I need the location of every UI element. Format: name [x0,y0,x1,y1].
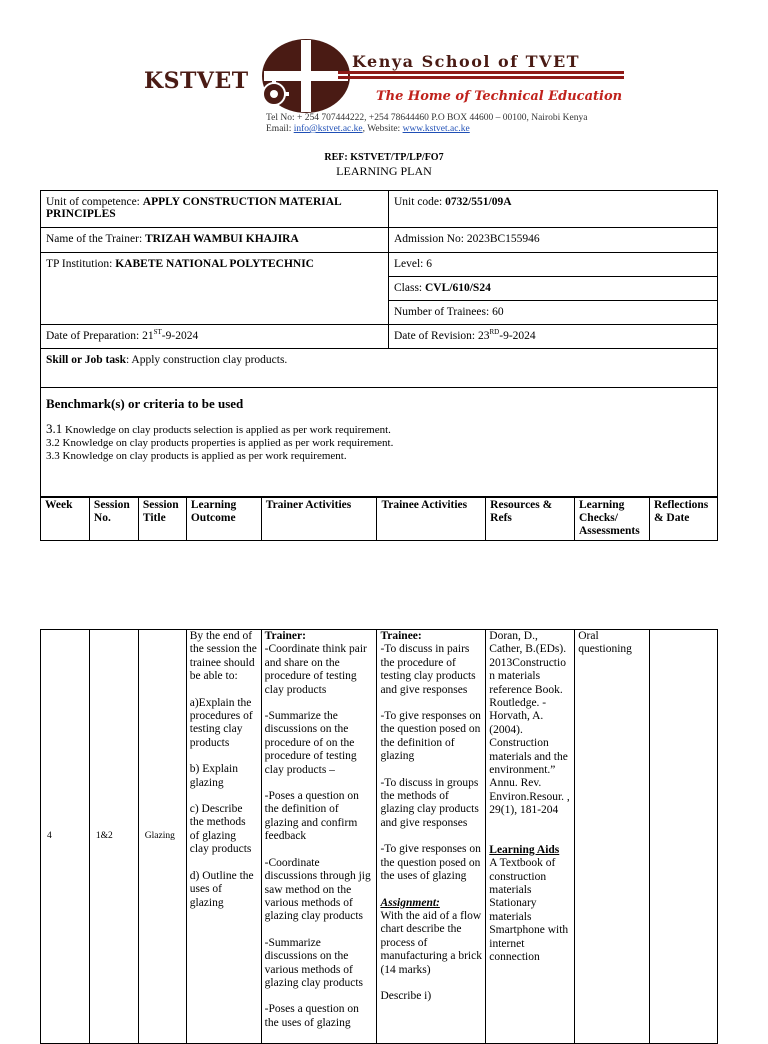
trainer-label: Name of the Trainer: [46,233,146,245]
benchmark-cell [41,388,718,498]
job-task-cell [41,349,718,388]
trainer-activity: -Summarize discussions on the various methods of glazing clay products [264,936,364,989]
benchmark-number: 3.2 [46,437,60,449]
institution-cell [41,253,389,325]
info-row [41,325,718,349]
level-label: Level: [394,258,427,270]
rev-label: Date of Revision: [394,330,478,342]
benchmark-item [46,422,712,437]
trainer-activity: -Coordinate think pair and share on the procedure of testing clay products [264,643,367,696]
admission-cell [389,228,718,253]
prep-label: Date of Preparation: [46,330,143,342]
rev-rest: -9-2024 [499,330,536,342]
benchmark-text: Knowledge on clay products is applied as per work requirement. [59,450,347,462]
plan-row [41,630,718,1044]
level-cell [389,253,718,277]
document-title: LEARNING PLAN [336,164,432,178]
assignment-text: With the aid of a flow chart describe the process of manufacturing a brick (14 marks) [380,909,482,976]
benchmark-text: Knowledge on clay products selection is applied as per work requirement. [62,424,391,436]
plan-content-table [40,629,718,1044]
trainee-activity: -To give responses on the question posed on the definition of glazing [380,710,481,763]
learning-checks-cell: Oral questioning [575,630,650,1044]
prep-rest: -9-2024 [161,330,199,342]
session-no-cell: 1&2 [89,630,138,1044]
header-session-no: Session No. [89,497,138,541]
benchmark-title: Benchmark(s) or criteria to be used [46,396,244,411]
header-resources: Resources & Refs [486,497,575,541]
trainee-activity: -To discuss in groups the methods of glazing clay products and give responses [380,776,479,829]
class-value: CVL/610/S24 [425,282,491,294]
school-name: Kenya School of TVET [352,52,581,71]
letterhead [142,38,632,138]
header-session-title: Session Title [138,497,186,541]
describe-text: Describe i) [380,989,432,1002]
header-trainer-activities: Trainer Activities [261,497,377,541]
institution-value: KABETE NATIONAL POLYTECHNIC [115,258,314,270]
prep-day: 21 [142,330,154,342]
learning-outcome-cell [186,630,261,1044]
trainer-activity: -Poses a question on the definition of glazing and confirm feedback [264,790,359,843]
outcome-intro: By the end of the session the trainee should be able to: [189,630,257,683]
unit-code-label: Unit code: [394,196,446,208]
email-link[interactable]: info@kstvet.ac.ke [293,124,363,134]
trainee-activity: -To give responses on the question posed on the uses of glazing [380,843,481,883]
task-label: Skill or Job task [46,354,126,366]
contact-line: Tel No: + 254 707444222, +254 78644460 P.O BOX 44600 – 00100, Nairobi Kenya [266,113,588,123]
info-table [40,190,718,498]
info-row [41,253,718,277]
task-value: : Apply construction clay products. [126,354,288,366]
trainee-heading: Trainee: [380,630,422,642]
references-text: Doran, D., Cather, B.(EDs). 2013Constructio n materials reference Book. Routledge. -Horvath, A. (2004). Construction materials and the environment.” Annu. Rev. Environ.Resour. , 29(1), 181-204 [489,630,570,817]
benchmark-item [46,450,712,463]
rev-day: 23 [478,330,490,342]
trainer-activity: -Summarize the discussions on the procedure of on the procedure of testing clay products – [264,710,357,776]
date-revision-cell [389,325,718,349]
tagline: The Home of Technical Education [376,89,623,104]
email-line [266,124,470,134]
outcome-item: b) Explain glazing [189,763,238,789]
benchmark-item [46,437,712,450]
trainees-label: Number of Trainees: [394,306,493,318]
institution-label: TP Institution: [46,258,116,270]
info-row [41,191,718,228]
trainee-activities-cell [377,630,486,1044]
unit-of-competence-cell [41,191,389,228]
outcome-item: d) Outline the uses of glazing [189,869,254,909]
info-row [41,388,718,498]
week-cell: 4 [41,630,90,1044]
trainer-activity: -Coordinate discussions through jig saw method on the various methods of glazing clay products [264,856,371,923]
assignment-label: Assignment: [380,896,440,909]
email-label: Email: [266,124,292,134]
benchmark-number: 3.1 [46,421,63,436]
info-row [41,349,718,388]
header-week: Week [41,497,90,541]
trainer-name-cell [41,228,389,253]
website-link[interactable]: www.kstvet.ac.ke [402,124,470,134]
website-label: , Website: [362,124,401,134]
trainer-heading: Trainer: [264,630,306,642]
header-learning-checks: Learning Checks/ Assessments [575,497,650,541]
header-row [41,497,718,541]
benchmark-number: 3.3 [46,450,60,462]
session-title-cell: Glazing [138,630,186,1044]
trainee-activity: -To discuss in pairs the procedure of testing clay products and give responses [380,643,476,696]
class-label: Class: [394,282,425,294]
unit-code-value: 0732/551/09A [445,196,512,208]
plan-header-table [40,496,718,541]
learning-aids-text: A Textbook of construction materials Stationary materials Smartphone with internet connection [489,857,569,963]
admission-label: Admission No: [394,233,467,245]
level-value: 6 [426,258,432,270]
unit-value: APPLY CONSTRUCTION MATERIAL PRINCIPLES [46,196,342,220]
trainer-activity: -Poses a question on the uses of glazing [264,1003,359,1029]
trainees-cell [389,301,718,325]
outcome-item: a)Explain the procedures of testing clay products [189,696,253,749]
brand-logo-text: KSTVET [144,68,249,94]
unit-code-cell [389,191,718,228]
header-learning-outcome: Learning Outcome [186,497,261,541]
header-reflections: Reflections & Date [649,497,717,541]
info-row [41,228,718,253]
prep-suffix: ST [153,328,162,337]
header-trainee-activities: Trainee Activities [377,497,486,541]
reference-number: REF: KSTVET/TP/LP/FO7 [324,152,444,163]
benchmark-text: Knowledge on clay products properties is applied as per work requirement. [59,437,394,449]
date-preparation-cell [41,325,389,349]
class-cell [389,277,718,301]
rev-suffix: RD [489,328,500,337]
trainer-activities-cell [261,630,377,1044]
unit-label: Unit of competence: [46,196,143,208]
outcome-item: c) Describe the methods of glazing clay products [189,803,252,856]
admission-value: 2023BC155946 [466,233,540,245]
reflections-cell [650,630,718,1044]
trainees-value: 60 [492,306,504,318]
header-stripes [338,71,624,83]
learning-aids-label: Learning Aids [489,843,560,856]
resources-cell [486,630,575,1044]
trainer-value: TRIZAH WAMBUI KHAJIRA [145,233,299,245]
